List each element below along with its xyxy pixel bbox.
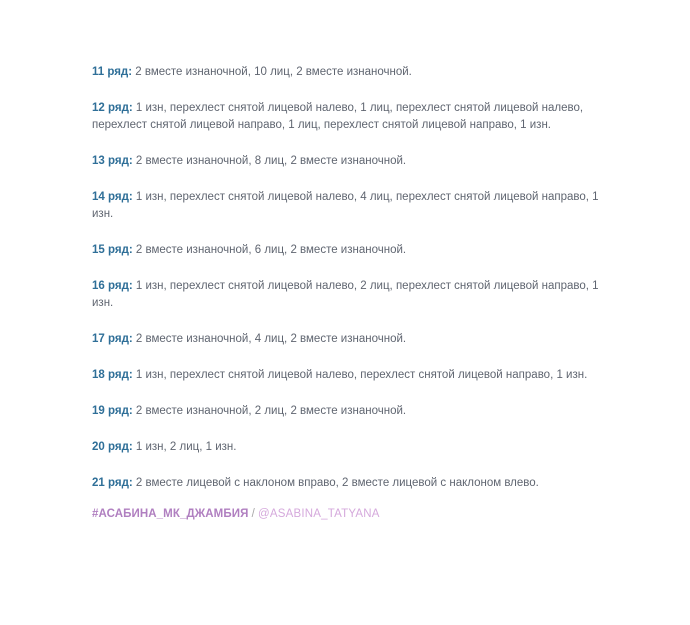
row-label: 11 ряд: <box>92 66 133 78</box>
row-label: 14 ряд: <box>92 191 133 203</box>
row-17 <box>92 331 622 348</box>
author-handle-link[interactable]: @ASABINA_TATYANA <box>258 508 380 520</box>
row-12 <box>92 100 622 134</box>
row-14 <box>92 189 622 223</box>
footer-separator: / <box>248 508 259 520</box>
row-11 <box>92 64 622 81</box>
row-20 <box>92 439 622 456</box>
row-label: 17 ряд: <box>92 333 133 345</box>
row-text: 2 вместе изнаночной, 10 лиц, 2 вместе изнаночной. <box>132 66 412 78</box>
row-text: 1 изн, перехлест снятой лицевой налево, 4 лиц, перехлест снятой лицевой направо, 1 изн. <box>92 191 599 220</box>
row-21 <box>92 475 622 492</box>
row-text: 1 изн, перехлест снятой лицевой налево, 2 лиц, перехлест снятой лицевой направо, 1 изн. <box>92 280 599 309</box>
footer-credits <box>92 506 622 523</box>
row-label: 15 ряд: <box>92 244 133 256</box>
row-text: 2 вместе изнаночной, 4 лиц, 2 вместе изнаночной. <box>132 333 407 345</box>
instructions <box>92 64 622 523</box>
row-label: 21 ряд: <box>92 477 133 489</box>
row-text: 1 изн, 2 лиц, 1 изн. <box>132 441 237 453</box>
row-text: 1 изн, перехлест снятой лицевой налево, перехлест снятой лицевой направо, 1 изн. <box>132 369 588 381</box>
row-label: 12 ряд: <box>92 102 133 114</box>
row-text: 2 вместе лицевой с наклоном вправо, 2 вместе лицевой с наклоном влево. <box>132 477 539 489</box>
row-text: 2 вместе изнаночной, 6 лиц, 2 вместе изнаночной. <box>132 244 407 256</box>
row-text: 1 изн, перехлест снятой лицевой налево, 1 лиц, перехлест снятой лицевой налево, перехлест снятой лицевой направо, 1 лиц, перехлест снятой лицевой направо, 1 изн. <box>92 102 584 131</box>
row-label: 18 ряд: <box>92 369 133 381</box>
row-15 <box>92 242 622 259</box>
row-19 <box>92 403 622 420</box>
row-16 <box>92 278 622 312</box>
row-18 <box>92 367 622 384</box>
row-13 <box>92 153 622 170</box>
row-label: 13 ряд: <box>92 155 133 167</box>
hashtag-link[interactable]: #АСАБИНА_МК_ДЖАМБИЯ <box>92 508 249 520</box>
row-label: 16 ряд: <box>92 280 133 292</box>
row-text: 2 вместе изнаночной, 2 лиц, 2 вместе изнаночной. <box>132 405 407 417</box>
row-label: 20 ряд: <box>92 441 133 453</box>
row-text: 2 вместе изнаночной, 8 лиц, 2 вместе изнаночной. <box>132 155 407 167</box>
row-label: 19 ряд: <box>92 405 133 417</box>
